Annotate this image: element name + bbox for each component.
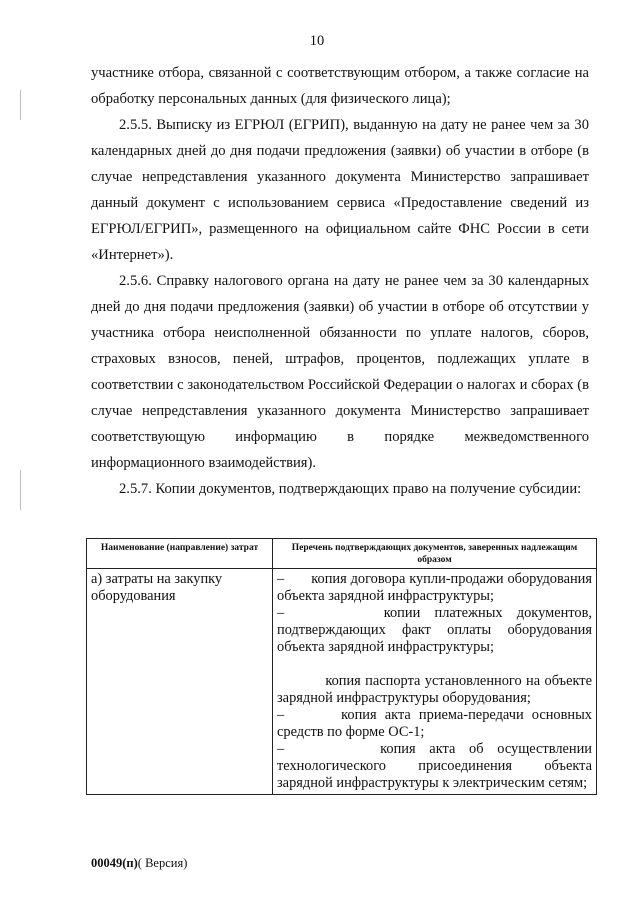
document-code: 00049(п) (91, 856, 138, 870)
paragraph-2-5-5: 2.5.5. Выписку из ЕГРЮЛ (ЕГРИП), выданную на дату не ранее чем за 30 календарных дней до дня подачи предложения (заявки) об участии в отборе (в случае непредставления указанного документа Министерство запрашивает данный документ с использованием сервиса «Предоставление сведений из ЕГРЮЛ/ЕГРИП», размещенного на официальном сайте ФНС России в сети «Интернет»). (91, 117, 589, 263)
documents-table (86, 538, 597, 795)
document-version: ( Версия) (137, 856, 188, 870)
scan-margin-mark (20, 470, 21, 510)
scan-margin-mark (20, 90, 21, 120)
table-header-row (87, 539, 597, 569)
document-item: – копия договора купли-продажи оборудования объекта зарядной инфраструктуры; (277, 571, 592, 604)
cost-name-cell: а) затраты на закупку оборудования (87, 569, 273, 795)
paragraph-2-5-7: 2.5.7. Копии документов, подтверждающих право на получение субсидии: (119, 481, 582, 497)
header-cost-name: Наименование (направление) затрат (87, 539, 273, 569)
paragraph-continuation: участнике отбора, связанной с соответствующим отбором, а также согласие на обработку персональных данных (для физического лица); (91, 65, 589, 107)
document-item: – копия акта приема-передачи основных средств по форме ОС-1; (277, 707, 592, 740)
page-number: 10 (309, 33, 325, 49)
documents-cell (273, 569, 597, 795)
blank-line (277, 656, 592, 673)
document-footer (91, 856, 187, 871)
body-text (91, 60, 589, 502)
document-item: – копия акта об осуществлении технологического присоединения объекта зарядной инфраструктуры к электрическим сетям; (277, 741, 592, 791)
paragraph-2-5-6: 2.5.6. Справку налогового органа на дату не ранее чем за 30 календарных дней до дня подачи предложения (заявки) об участии в отборе об отсутствии у участника отбора неисполненной обязанности по уплате налогов, сборов, страховых взносов, пеней, штрафов, процентов, подлежащих уплате в соответствии с законодательством Российской Федерации о налогах и сборах (в случае непредставления указанного документа Министерство запрашивает соответствующую информацию в порядке межведомственного информационного взаимодействия). (91, 273, 589, 471)
table-row (87, 569, 597, 795)
header-documents-list: Перечень подтверждающих документов, заверенных надлежащим образом (273, 539, 597, 569)
document-item: копия паспорта установленного на объекте зарядной инфраструктуры оборудования; (277, 673, 592, 706)
document-item: – копии платежных документов, подтверждающих факт оплаты оборудования объекта зарядной инфраструктуры; (277, 605, 592, 655)
